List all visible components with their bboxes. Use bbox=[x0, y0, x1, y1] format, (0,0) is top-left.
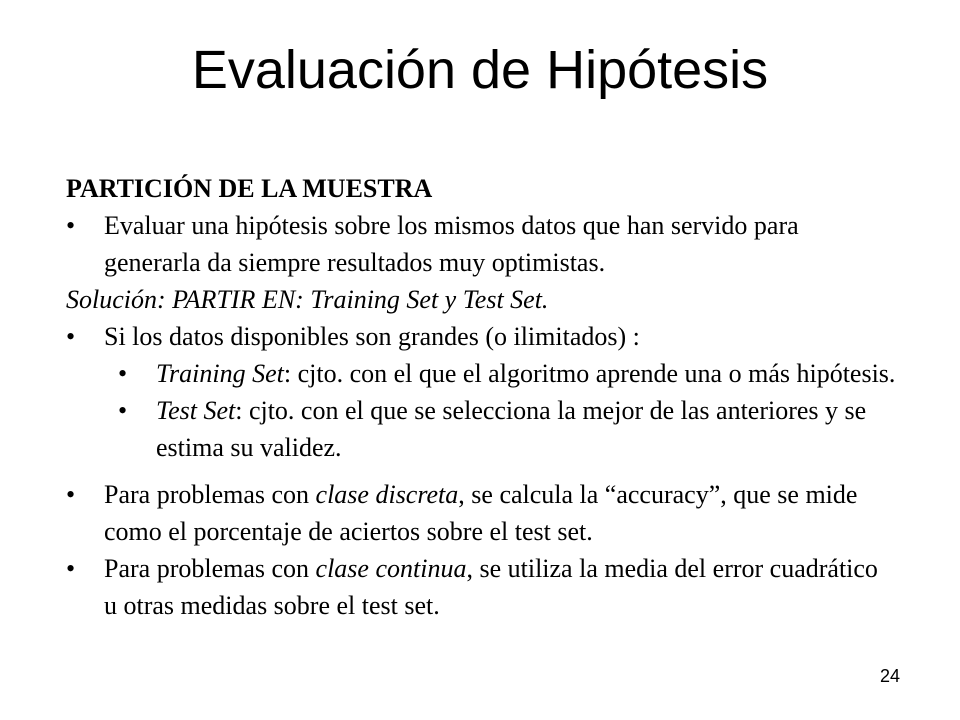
term-continuous-class: clase continua bbox=[315, 554, 467, 583]
sub-bullet-test-set bbox=[118, 392, 896, 466]
bullet-continuous-class bbox=[66, 550, 896, 624]
bullet-text-suffix: , se utiliza la media del error cuadrático u otras medidas sobre el test set. bbox=[104, 554, 878, 620]
bullet-marker: • bbox=[118, 396, 128, 425]
term-training-set: Training Set bbox=[156, 359, 284, 388]
sub-bullet-text: : cjto. con el que se selecciona la mejor de las anteriores y se estima su validez. bbox=[156, 396, 867, 462]
bullet-large-data bbox=[66, 318, 896, 355]
spacer bbox=[66, 466, 896, 476]
sub-bullet-text: : cjto. con el que el algoritmo aprende una o más hipótesis. bbox=[283, 359, 896, 388]
bullet-marker: • bbox=[66, 554, 76, 583]
bullet-marker: • bbox=[118, 359, 128, 388]
bullet-text-prefix: Para problemas con bbox=[104, 554, 316, 583]
term-test-set: Test Set bbox=[156, 396, 236, 425]
bullet-marker: • bbox=[66, 480, 76, 509]
term-discrete-class: clase discreta bbox=[315, 480, 459, 509]
section-heading: PARTICIÓN DE LA MUESTRA bbox=[66, 174, 433, 203]
bullet-text: Evaluar una hipótesis sobre los mismos datos que han servido para generarla da siempre resultados muy optimistas. bbox=[104, 211, 799, 277]
bullet-marker: • bbox=[66, 211, 76, 240]
slide-title: Evaluación de Hipótesis bbox=[191, 40, 769, 100]
page-number: 24 bbox=[880, 666, 901, 686]
sub-bullet-training-set bbox=[118, 355, 896, 392]
bullet-evaluate-hypothesis bbox=[66, 207, 896, 281]
solution-line: Solución: PARTIR EN: Training Set y Test Set. bbox=[66, 285, 549, 314]
slide-content bbox=[66, 170, 896, 624]
bullet-marker: • bbox=[66, 322, 76, 351]
bullet-text: Si los datos disponibles son grandes (o ilimitados) : bbox=[104, 322, 640, 351]
bullet-text-prefix: Para problemas con bbox=[104, 480, 316, 509]
bullet-discrete-class bbox=[66, 476, 896, 550]
bullet-text-suffix: , se calcula la “accuracy”, que se mide como el porcentaje de aciertos sobre el test set. bbox=[104, 480, 858, 546]
